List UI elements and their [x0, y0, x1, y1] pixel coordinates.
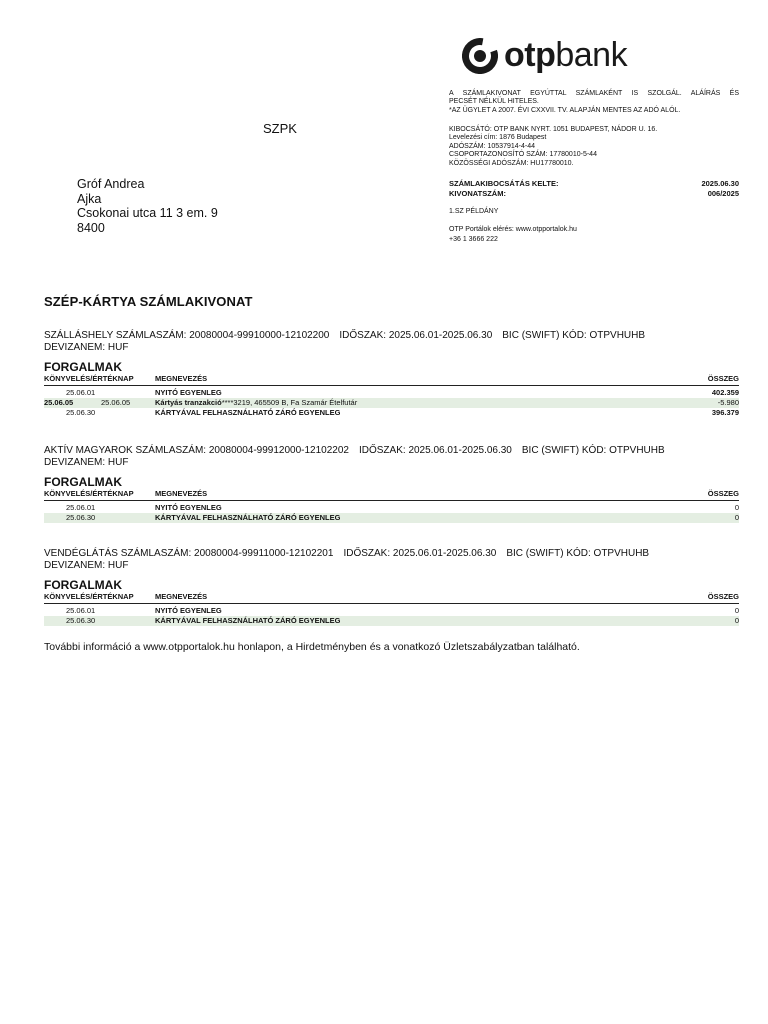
account-currency: DEVIZANEM: HUF: [44, 341, 129, 353]
account-header: [44, 330, 645, 353]
column-header-konyv: KÖNYVELÉS/ÉRTÉKNAP: [44, 592, 134, 601]
row-amount: 0: [734, 616, 739, 625]
column-header-megn: MEGNEVEZÉS: [155, 592, 208, 601]
account-bic: BIC (SWIFT) KÓD: OTPVHUHB: [506, 548, 650, 559]
row-date: 25.06.01: [66, 503, 96, 512]
row-amount: 0: [734, 606, 739, 615]
column-header-osszeg: ÖSSZEG: [707, 374, 739, 383]
row-date: 25.06.01: [66, 388, 96, 397]
recipient-address: [77, 177, 218, 235]
row-description: KÁRTYÁVAL FELHASZNÁLHATÓ ZÁRÓ EGYENLEG: [155, 513, 341, 522]
recipient-street: Csokonai utca 11 3 em. 9: [77, 206, 218, 220]
column-header-konyv: KÖNYVELÉS/ÉRTÉKNAP: [44, 489, 134, 498]
account-period: IDŐSZAK: 2025.06.01-2025.06.30: [358, 445, 512, 456]
row-description: NYITÓ EGYENLEG: [155, 503, 222, 512]
account-currency: DEVIZANEM: HUF: [44, 456, 129, 468]
issuer-line: Levelezési cím: 1876 Budapest: [449, 134, 547, 142]
otp-logo-wordmark: otpbank: [504, 36, 628, 74]
row-description-type: Kártyás tranzakció: [155, 398, 222, 407]
recipient-name: Gróf Andrea: [77, 177, 145, 191]
recipient-city: Ajka: [77, 191, 102, 206]
issuer-line: KIBOCSÁTÓ: OTP BANK NYRT. 1051 BUDAPEST, NÁDOR U. 16.: [449, 126, 658, 133]
szpk-label: SZPK: [263, 121, 297, 136]
account-bic: BIC (SWIFT) KÓD: OTPVHUHB: [521, 445, 665, 456]
table-header: [44, 489, 739, 501]
table-title: FORGALMAK: [44, 578, 122, 592]
row-date: 25.06.30: [66, 616, 96, 625]
issuer-line: ADÓSZÁM: 10537914-4-44: [449, 142, 535, 150]
table-title: FORGALMAK: [44, 475, 122, 489]
issue-date-label: SZÁMLAKIBOCSÁTÁS KELTE:: [449, 179, 559, 188]
row-description: [155, 398, 357, 408]
account-header: [44, 548, 649, 571]
table-row: [44, 606, 739, 616]
transactions-table: [44, 579, 739, 626]
account-period: IDŐSZAK: 2025.06.01-2025.06.30: [339, 330, 493, 341]
table-row: [44, 616, 739, 626]
portal-info: [449, 225, 577, 244]
table-header: [44, 592, 739, 604]
row-amount: 402.359: [711, 388, 739, 397]
portal-link: OTP Portálok elérés: www.otpportalok.hu: [449, 226, 577, 233]
row-amount: 396.379: [711, 408, 739, 417]
account-bic: BIC (SWIFT) KÓD: OTPVHUHB: [502, 330, 646, 341]
row-date: 25.06.30: [66, 408, 96, 417]
issuer-line: CSOPORTAZONOSÍTÓ SZÁM: 17780010-5-44: [449, 151, 597, 159]
legal-notice-line: *AZ ÜGYLET A 2007. ÉVI CXXVII. TV. ALAPJÁN MENTES AZ ADÓ ALÓL.: [449, 106, 681, 114]
transactions-table: [44, 476, 739, 523]
row-description: KÁRTYÁVAL FELHASZNÁLHATÓ ZÁRÓ EGYENLEG: [155, 408, 341, 417]
table-title: FORGALMAK: [44, 360, 122, 374]
legal-notice-line: A SZÁMLAKIVONAT EGYÚTTAL SZÁMLAKÉNT IS SZOLGÁL. ALÁÍRÁS ÉS: [449, 90, 739, 97]
row-description: KÁRTYÁVAL FELHASZNÁLHATÓ ZÁRÓ EGYENLEG: [155, 616, 341, 625]
row-description-detail: ****3219, 465509 B, Fa Szamár Ételfutár: [221, 398, 358, 407]
row-amount: -5.980: [717, 398, 739, 407]
row-date: 25.06.01: [66, 606, 96, 615]
row-date: 25.06.30: [66, 513, 96, 522]
row-value-date: 25.06.05: [101, 398, 131, 407]
account-number: SZÁLLÁSHELY SZÁMLASZÁM: 20080004-99910000-12102200: [44, 330, 330, 341]
table-row: [44, 503, 739, 513]
row-amount: 0: [734, 503, 739, 512]
column-header-osszeg: ÖSSZEG: [707, 489, 739, 498]
otp-logo-icon: [462, 38, 498, 74]
table-row: [44, 398, 739, 408]
transactions-table: [44, 361, 739, 418]
row-description: NYITÓ EGYENLEG: [155, 388, 222, 397]
table-row: [44, 388, 739, 398]
copy-number: 1.SZ PÉLDÁNY: [449, 208, 499, 215]
issue-date-value: 2025.06.30: [701, 179, 739, 188]
row-date: 25.06.05: [44, 398, 74, 407]
column-header-megn: MEGNEVEZÉS: [155, 374, 208, 383]
statement-number-label: KIVONATSZÁM:: [449, 188, 506, 198]
table-row: [44, 408, 739, 418]
row-amount: 0: [734, 513, 739, 522]
issuer-info: [449, 126, 739, 168]
legal-notice-line: PECSÉT NÉLKÜL HITELES.: [449, 98, 539, 106]
row-description: NYITÓ EGYENLEG: [155, 606, 222, 615]
account-number: VENDÉGLÁTÁS SZÁMLASZÁM: 20080004-99911000-12102201: [44, 548, 334, 559]
column-header-megn: MEGNEVEZÉS: [155, 489, 208, 498]
issuer-line: KÖZÖSSÉGI ADÓSZÁM: HU17780010.: [449, 159, 574, 167]
table-row: [44, 513, 739, 523]
column-header-konyv: KÖNYVELÉS/ÉRTÉKNAP: [44, 374, 134, 383]
page-title: SZÉP-KÁRTYA SZÁMLAKIVONAT: [44, 294, 253, 309]
footer-note: További információ a www.otpportalok.hu honlapon, a Hirdetményben és a vonatkozó Üzletszabályzatban található.: [44, 641, 580, 653]
account-header: [44, 445, 665, 468]
recipient-zip: 8400: [77, 220, 105, 235]
column-header-osszeg: ÖSSZEG: [707, 592, 739, 601]
phone-number: +36 1 3666 222: [449, 235, 498, 243]
account-number: AKTÍV MAGYAROK SZÁMLASZÁM: 20080004-99912000-12102202: [44, 445, 349, 456]
account-currency: DEVIZANEM: HUF: [44, 559, 129, 571]
account-period: IDŐSZAK: 2025.06.01-2025.06.30: [343, 548, 497, 559]
statement-meta: [449, 179, 739, 198]
statement-number-value: 006/2025: [707, 188, 739, 198]
otp-logo: [462, 36, 647, 78]
legal-notice: [449, 90, 739, 115]
table-header: [44, 374, 739, 386]
